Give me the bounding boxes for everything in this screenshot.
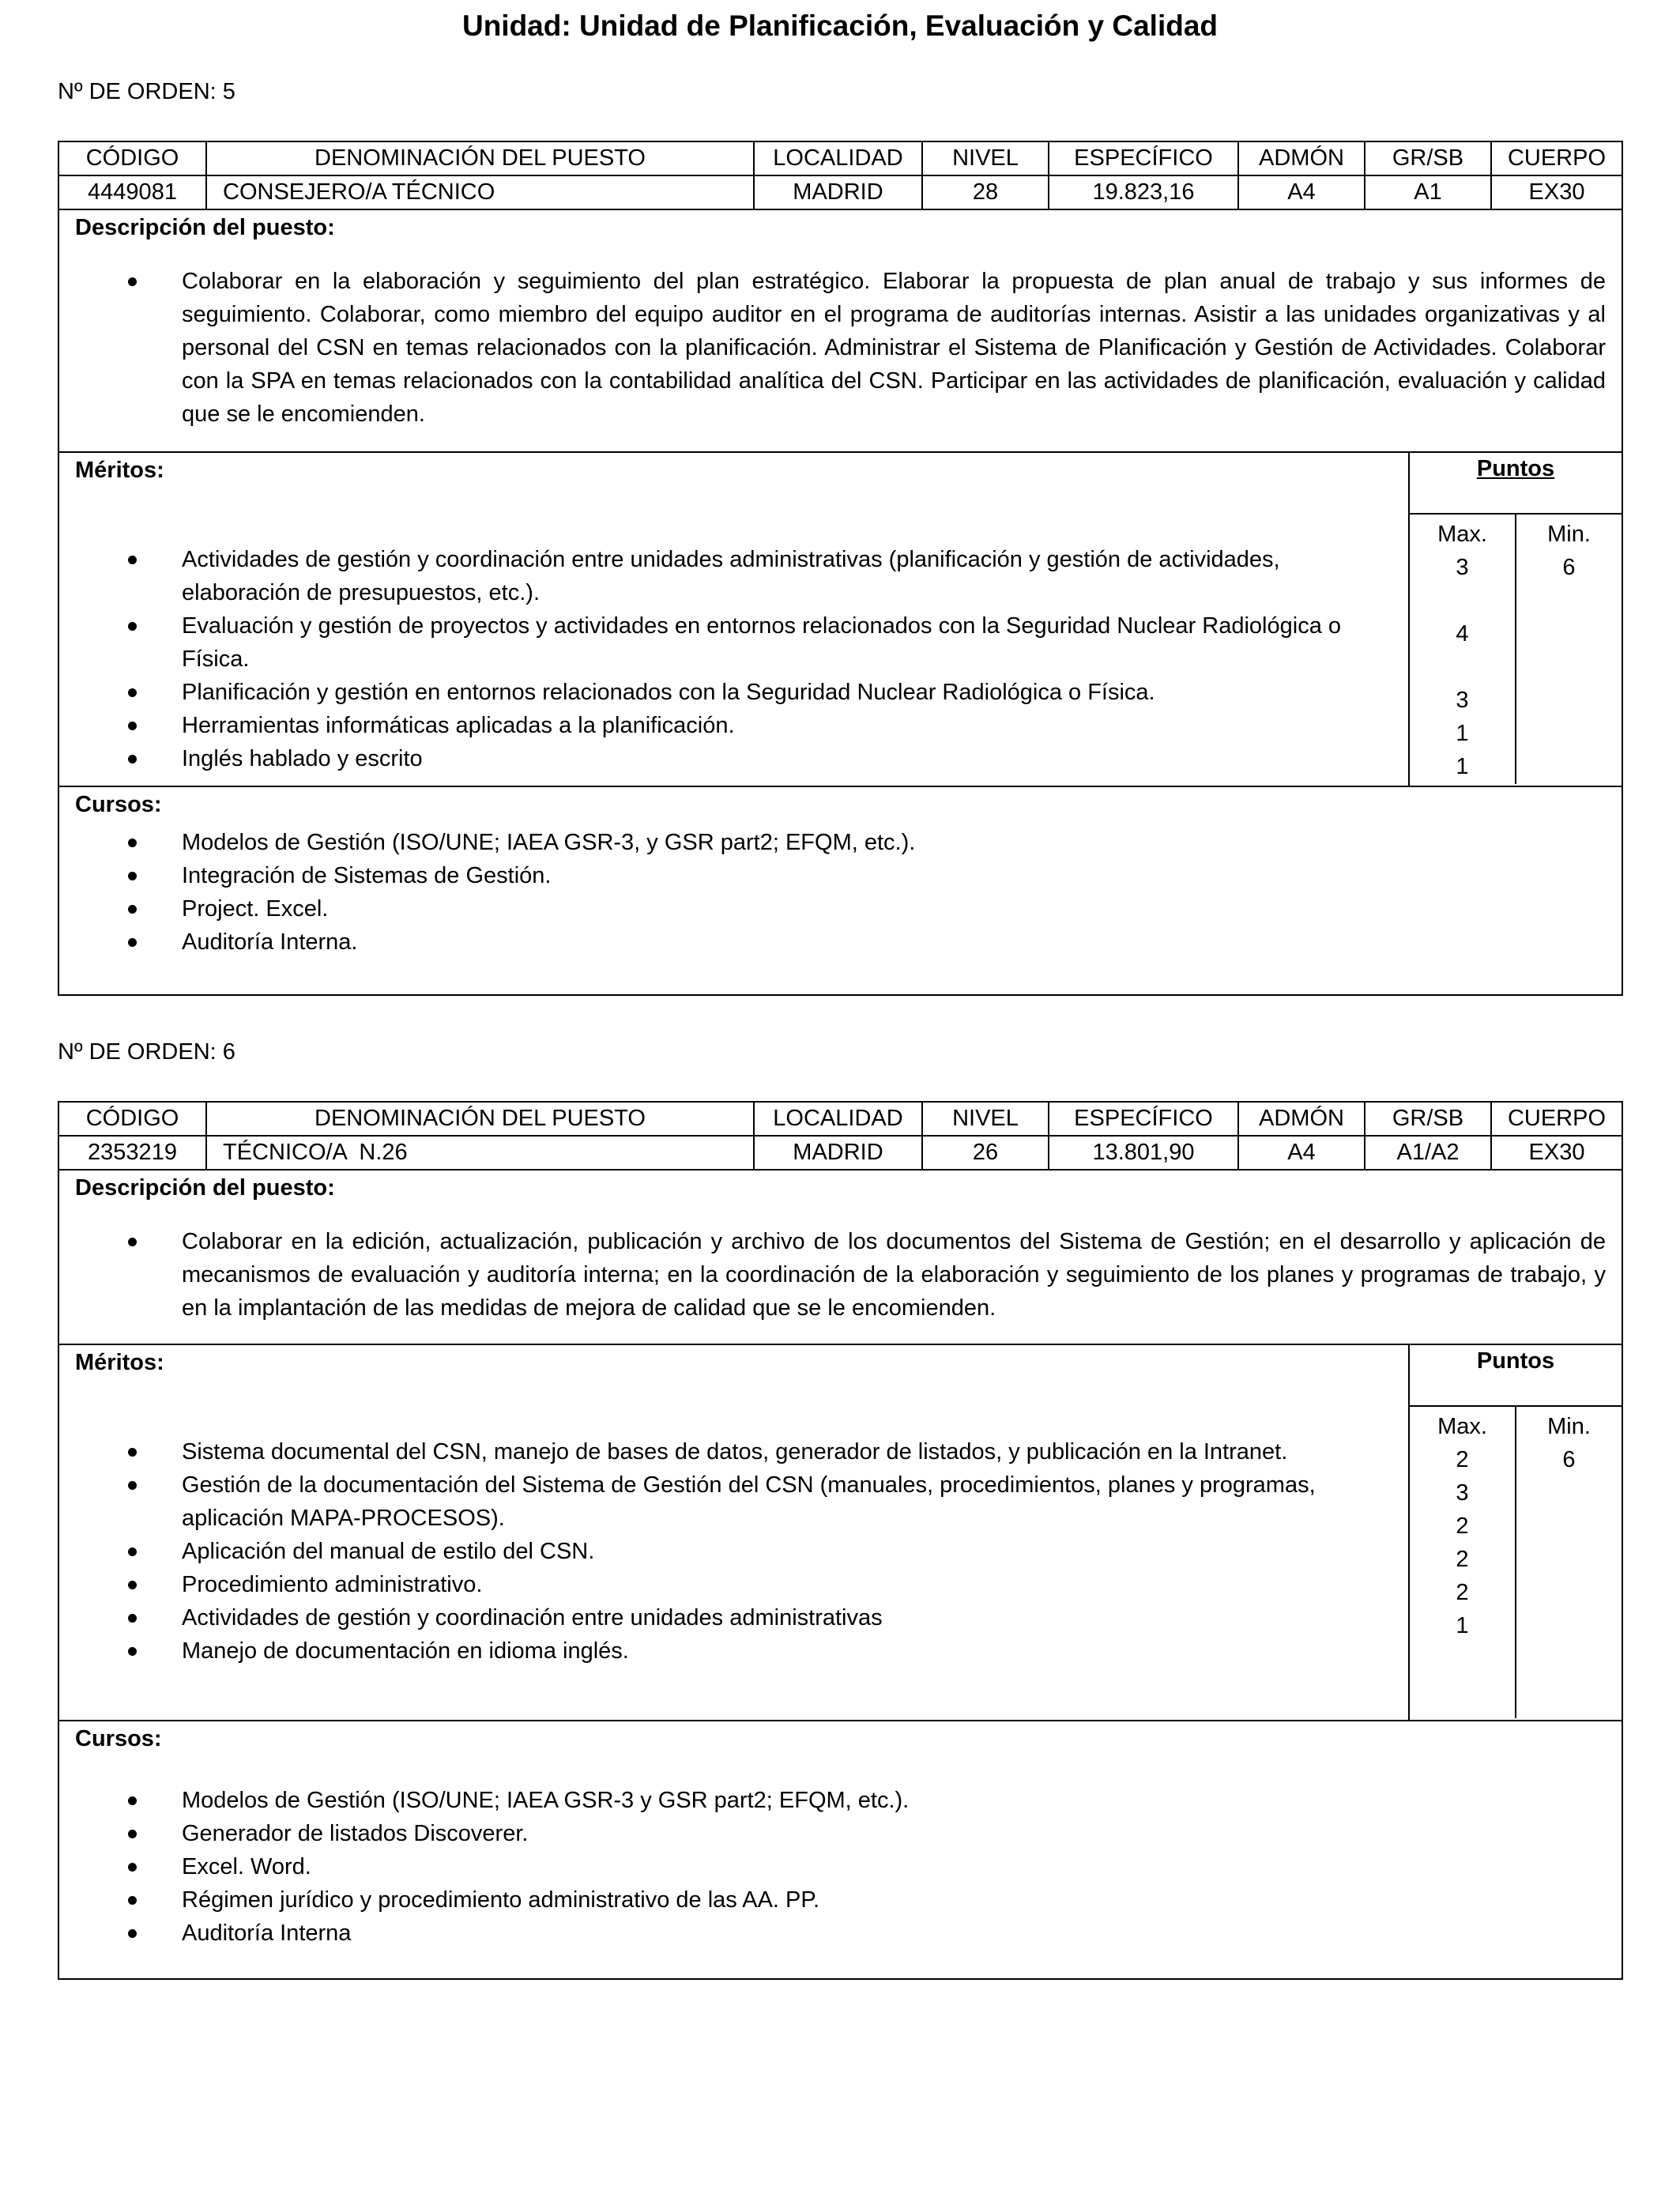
merito-item: Herramientas informáticas aplicadas a la planificación. [182,709,1377,742]
col-admon: ADMÓN [1238,1102,1365,1136]
descripcion-section [58,1170,1622,1344]
orden-label-6: Nº DE ORDEN: 6 [58,1039,235,1065]
merito-item: Actividades de gestión y coordinación entre unidades administrativas (planificación y gestión de actividades, elaboración de presupuestos, etc.). [182,543,1377,609]
min-column [1516,1407,1622,1718]
meritos-section [58,452,1622,786]
cursos-title: Cursos: [75,792,162,817]
descripcion-text: Colaborar en la elaboración y seguimiento del plan estratégico. Elaborar la propuesta de plan anual de trabajo y sus informes de seguimiento. Colaborar, como miembro del equipo auditor en el programa de auditorías internas. Asistir a las unidades organizativas y al personal del CSN en temas relacionados con la planificación. Administrar el Sistema de Planificación y Gestión de Actividades. Colaborar con la SPA en temas relacionados con la contabilidad analítica del CSN. Participar en las actividades de planificación, evaluación y calidad que se le encomienden. [182,265,1606,431]
puntos-label: Puntos [1476,456,1555,481]
cell-codigo: 4449081 [58,175,206,209]
descripcion-title: Descripción del puesto: [75,215,335,240]
descripcion-title: Descripción del puesto: [75,1175,335,1201]
max-value: 2 [1456,1447,1469,1472]
max-value: 2 [1456,1514,1469,1539]
min-value: 6 [1562,555,1576,580]
curso-item: Project. Excel. [182,892,1606,925]
meritos-title: Méritos: [75,1350,164,1375]
curso-item: Auditoría Interna [182,1917,1606,1950]
cell-admon: A4 [1238,1136,1365,1170]
cell-grsb: A1/A2 [1365,1136,1491,1170]
min-label: Min. [1547,1414,1591,1439]
meritos-section [58,1344,1622,1721]
cell-nivel: 26 [922,1136,1049,1170]
orden-label-5: Nº DE ORDEN: 5 [58,79,235,104]
col-denominacion: DENOMINACIÓN DEL PUESTO [206,141,754,175]
puntos-area [1410,1345,1622,1720]
max-column [1410,515,1516,784]
meritos-list-area [59,453,1410,786]
cell-admon: A4 [1238,175,1365,209]
puntos-header [1410,1345,1622,1407]
max-value: 4 [1456,621,1469,647]
max-label: Max. [1437,522,1487,547]
max-value: 3 [1456,555,1469,580]
cursos-section [58,786,1622,995]
merito-item: Sistema documental del CSN, manejo de bases de datos, generador de listados, y publicación en la Intranet. [182,1435,1377,1468]
min-value: 6 [1562,1447,1576,1472]
col-nivel: NIVEL [922,141,1049,175]
max-label: Max. [1437,1414,1487,1439]
max-column [1410,1407,1516,1718]
min-column [1516,515,1622,784]
max-value: 1 [1456,1613,1469,1638]
header-row [58,1102,1622,1136]
col-grsb: GR/SB [1365,1102,1491,1136]
puntos-label: Puntos [1476,1348,1555,1374]
max-value: 1 [1456,754,1469,779]
col-nivel: NIVEL [922,1102,1049,1136]
cursos-title: Cursos: [75,1726,162,1751]
descripcion-section [58,209,1622,452]
puntos-area [1410,453,1622,786]
curso-item: Modelos de Gestión (ISO/UNE; IAEA GSR-3, y GSR part2; EFQM, etc.). [182,826,1606,859]
data-row [58,1136,1622,1170]
col-grsb: GR/SB [1365,141,1491,175]
col-localidad: LOCALIDAD [754,1102,922,1136]
cell-localidad: MADRID [754,175,922,209]
header-row [58,141,1622,175]
cell-cuerpo: EX30 [1491,175,1622,209]
min-label: Min. [1547,522,1591,547]
descripcion-text: Colaborar en la edición, actualización, publicación y archivo de los documentos del Sistema de Gestión; en el desarrollo y aplicación de mecanismos de evaluación y auditoría interna; en la coordinación de la elaboración y seguimiento de los planes y programas de trabajo, y en la implantación de las medidas de mejora de calidad que se le encomienden. [182,1225,1606,1325]
col-especifico: ESPECÍFICO [1049,1102,1238,1136]
max-value: 1 [1456,721,1469,746]
merito-item: Planificación y gestión en entornos relacionados con la Seguridad Nuclear Radiológica o Física. [182,676,1377,709]
merito-item: Aplicación del manual de estilo del CSN. [182,1535,1377,1568]
position-table-5 [58,141,1623,996]
max-value: 2 [1456,1547,1469,1572]
curso-item: Integración de Sistemas de Gestión. [182,859,1606,892]
col-cuerpo: CUERPO [1491,141,1622,175]
merito-item: Inglés hablado y escrito [182,742,1377,775]
puntos-header [1410,453,1622,515]
cell-codigo: 2353219 [58,1136,206,1170]
data-row [58,175,1622,209]
cell-especifico: 19.823,16 [1049,175,1238,209]
cell-nivel: 28 [922,175,1049,209]
meritos-title: Méritos: [75,458,164,483]
merito-item: Gestión de la documentación del Sistema de Gestión del CSN (manuales, procedimientos, planes y programas, aplicación MAPA-PROCESOS). [182,1468,1377,1535]
col-admon: ADMÓN [1238,141,1365,175]
cell-grsb: A1 [1365,175,1491,209]
position-table-6 [58,1101,1623,1980]
cell-localidad: MADRID [754,1136,922,1170]
max-value: 3 [1456,688,1469,713]
col-cuerpo: CUERPO [1491,1102,1622,1136]
curso-item: Modelos de Gestión (ISO/UNE; IAEA GSR-3 y GSR part2; EFQM, etc.). [182,1784,1606,1817]
col-localidad: LOCALIDAD [754,141,922,175]
curso-item: Generador de listados Discoverer. [182,1817,1606,1850]
col-denominacion: DENOMINACIÓN DEL PUESTO [206,1102,754,1136]
cell-cuerpo: EX30 [1491,1136,1622,1170]
cell-denominacion: CONSEJERO/A TÉCNICO [206,175,754,209]
merito-item: Actividades de gestión y coordinación entre unidades administrativas [182,1601,1377,1634]
max-value: 3 [1456,1480,1469,1506]
cell-denominacion: TÉCNICO/A N.26 [206,1136,754,1170]
cell-especifico: 13.801,90 [1049,1136,1238,1170]
merito-item: Evaluación y gestión de proyectos y actividades en entornos relacionados con la Seguridad Nuclear Radiológica o Física. [182,609,1377,676]
cursos-section [58,1721,1622,1979]
curso-item: Régimen jurídico y procedimiento administrativo de las AA. PP. [182,1883,1606,1917]
col-especifico: ESPECÍFICO [1049,141,1238,175]
page-title: Unidad: Unidad de Planificación, Evaluación y Calidad [461,9,1219,42]
meritos-list-area [59,1345,1410,1720]
merito-item: Procedimiento administrativo. [182,1568,1377,1601]
col-codigo: CÓDIGO [58,1102,206,1136]
col-codigo: CÓDIGO [58,141,206,175]
curso-item: Excel. Word. [182,1850,1606,1883]
max-value: 2 [1456,1580,1469,1605]
merito-item: Manejo de documentación en idioma inglés. [182,1634,1377,1668]
curso-item: Auditoría Interna. [182,925,1606,959]
